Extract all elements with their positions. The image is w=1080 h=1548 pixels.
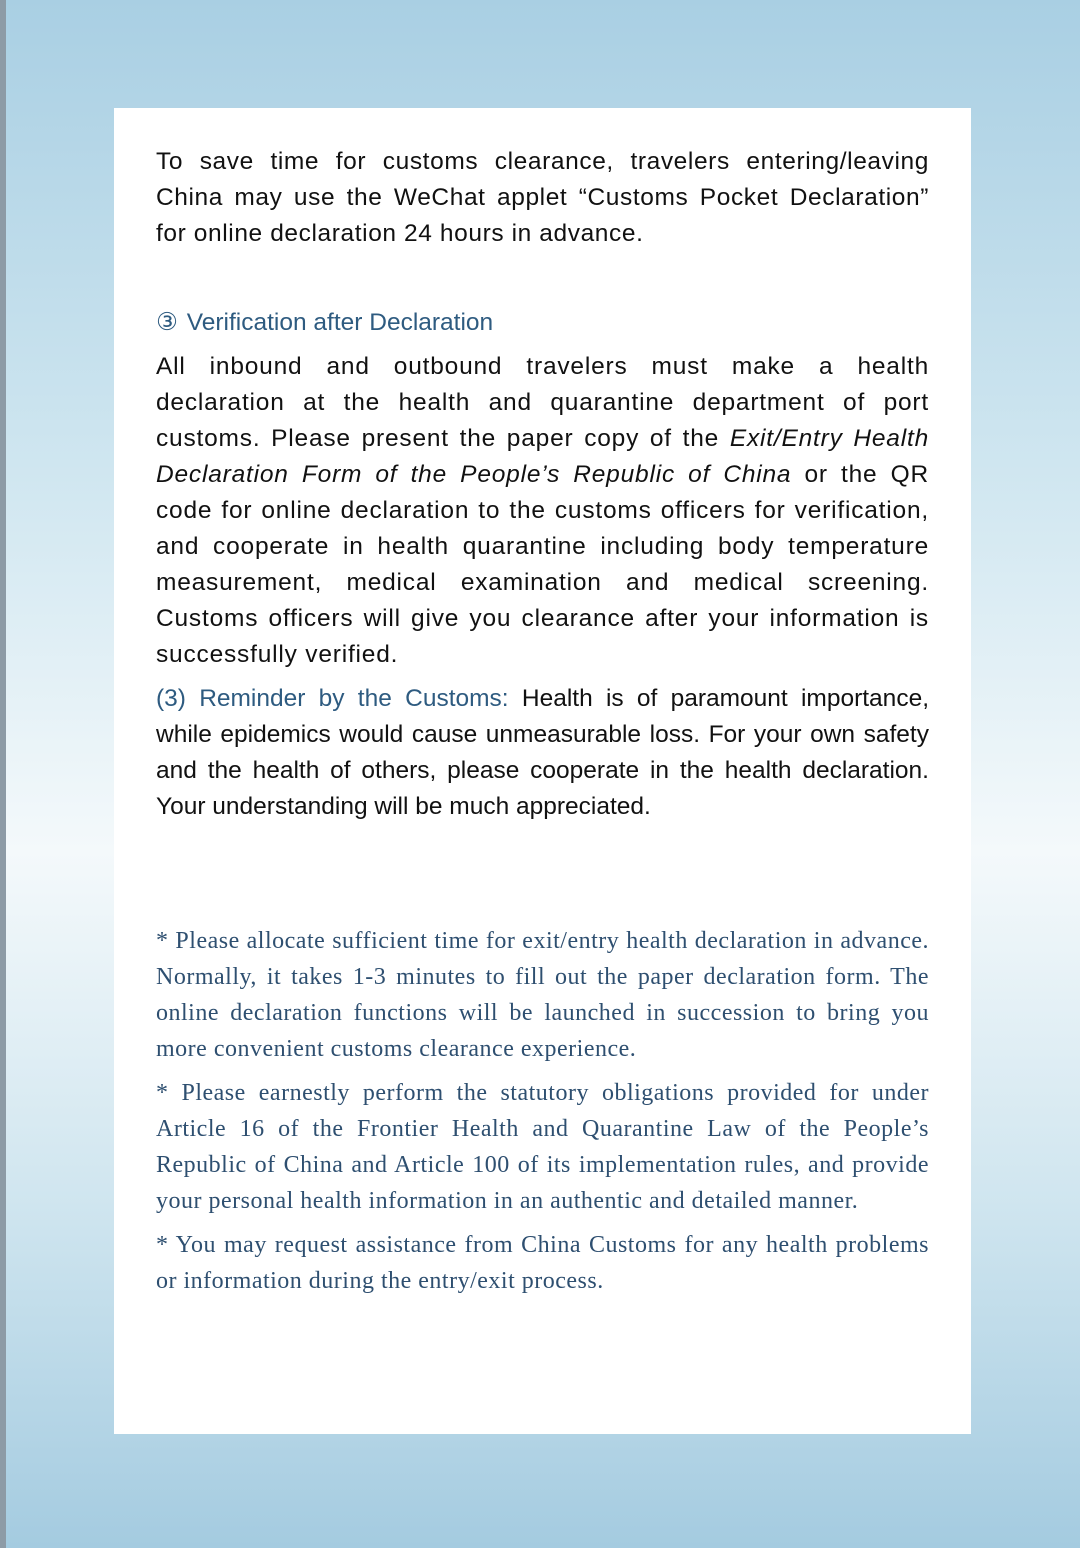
declaration-form-title: Exit/Entry Health Declaration Form of the People’s Republic of China [156, 425, 930, 488]
circled-number-marker: ③ [156, 309, 178, 336]
note-time-allocation: * Please allocate sufficient time for exit/entry health declaration in advance. Normally, it takes 1-3 minutes to fill out the paper declaration form. The online declaration functions will be launched in succession to bring you more convenient customs clearance experience. [156, 928, 929, 1062]
document-page [114, 108, 971, 1434]
verification-text-start: All inbound and outbound travelers must make a health declaration at the health and quarantine department of port customs. Please present the paper copy of the [156, 353, 929, 452]
page-edge [0, 0, 6, 1548]
intro-paragraph: To save time for customs clearance, travelers entering/leaving China may use the WeChat applet “Customs Pocket Declaration” for online declaration 24 hours in advance. [156, 148, 929, 247]
note-statutory-obligations: * Please earnestly perform the statutory obligations provided for under Article 16 of the Frontier Health and Quarantine Law of the People’s Republic of China and Article 100 of its implementation rules, and provide your personal health information in an authentic and detailed manner. [156, 1080, 929, 1214]
verification-paragraph [156, 349, 929, 673]
reminder-paragraph [156, 681, 929, 825]
note-assistance: * You may request assistance from China Customs for any health problems or information during the entry/exit process. [156, 1232, 929, 1294]
verification-text-end: or the QR code for online declaration to the customs officers for verification, and cooperate in health quarantine including body temperature measurement, medical examination and medical screening. Customs officers will give you clearance after your information is successfully verified. [156, 461, 929, 668]
page-content [156, 144, 929, 1299]
section-heading-text: Verification after Declaration [186, 309, 494, 336]
reminder-text: Health is of paramount importance, while epidemics would cause unmeasurable loss. For your own safety and the health of others, please cooperate in the health declaration. Your understanding will be much appreciated. [156, 685, 929, 820]
section-heading [156, 305, 929, 341]
reminder-label: (3) Reminder by the Customs: [156, 685, 509, 712]
